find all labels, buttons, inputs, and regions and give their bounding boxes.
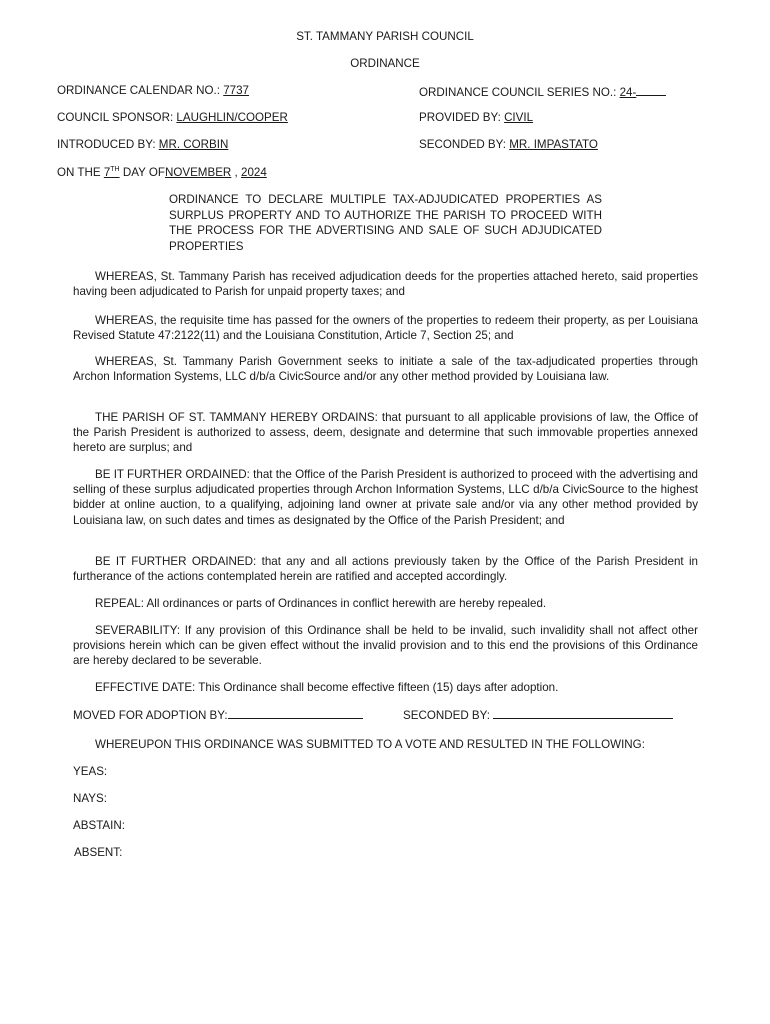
date-prefix: ON THE — [57, 166, 101, 179]
paragraph-text: BE IT FURTHER ORDAINED: that any and all actions previously taken by the Office of the Parish President in furtherance of the actions contemplated herein are ratified and accepted accordingly. — [73, 555, 698, 584]
paragraph-text: WHEREAS, St. Tammany Parish has received adjudication deeds for the properties attached hereto, said properties having been adjudicated to Parish for unpaid property taxes; and — [73, 270, 698, 299]
paragraph-text: BE IT FURTHER ORDAINED: that the Office of the Parish President is authorized to proceed with the advertising and selling of these surplus adjudicated properties through Archon Information Systems, LLC d/b/a CivicSource to the highest bidder at online auction, to a qualifying, adjoining land owner at private sale and/or via any other method provided by Louisiana law, on such dates and times as designated by the Office of the Parish President; and — [73, 468, 698, 527]
introduced-by-value: MR. CORBIN — [158, 138, 229, 151]
ordinance-title: ORDINANCE TO DECLARE MULTIPLE TAX-ADJUDICATED PROPERTIES AS SURPLUS PROPERTY AND TO AUTHORIZE THE PARISH TO PROCEED WITH THE PROCESS FOR THE ADVERTISING AND SALE OF SUCH ADJUDICATED PROPERTIES — [169, 193, 602, 253]
provided-by-label: PROVIDED BY: — [419, 111, 501, 124]
seconded-by-value: MR. IMPASTATO — [509, 138, 598, 151]
series-number-value — [620, 86, 667, 99]
day-number — [104, 166, 120, 179]
paragraph-whereas-sale — [73, 354, 698, 384]
paragraph-further-ordained-sale — [73, 467, 698, 528]
calendar-number-label: ORDINANCE CALENDAR NO.: — [57, 84, 220, 97]
seconded-by-label: SECONDED BY: — [419, 138, 506, 151]
year-value: 2024 — [241, 166, 267, 179]
nays-label: NAYS: — [73, 792, 107, 805]
introduced-by-label: INTRODUCED BY: — [57, 138, 156, 151]
introduced-by-row — [57, 138, 228, 151]
month-value: NOVEMBER — [164, 166, 232, 179]
paragraph-text: THE PARISH OF ST. TAMMANY HEREBY ORDAINS: that pursuant to all applicable provisions of law, the Office of the Parish President is authorized to assess, deem, designate and determine that such immovable properties annexed hereto are surplus; and — [73, 411, 698, 455]
seconded-by-row — [419, 138, 598, 151]
paragraph-ordains — [73, 410, 698, 456]
moved-for-adoption-row — [73, 707, 363, 722]
paragraph-effective-date — [73, 680, 698, 695]
paragraph-further-ordained-ratified — [73, 554, 698, 584]
moved-for-adoption-blank — [228, 707, 363, 719]
calendar-number-value: 7737 — [223, 84, 250, 97]
sponsor-row — [57, 111, 288, 124]
moved-for-adoption-label: MOVED FOR ADOPTION BY: — [73, 709, 228, 722]
adoption-seconded-label: SECONDED BY: — [403, 709, 490, 722]
date-line — [57, 166, 267, 179]
paragraph-severability — [73, 623, 698, 669]
day-number-text: 7 — [103, 166, 111, 179]
vote-statement: WHEREUPON THIS ORDINANCE WAS SUBMITTED TO A VOTE AND RESULTED IN THE FOLLOWING: — [95, 738, 645, 751]
year-separator: , — [234, 166, 238, 179]
series-number-text: 24- — [619, 86, 637, 99]
document-type-heading: ORDINANCE — [350, 57, 420, 70]
provided-by-value: CIVIL — [504, 111, 534, 124]
adoption-seconded-row — [403, 707, 673, 722]
day-of-text: DAY OF — [122, 166, 165, 179]
day-suffix: TH — [110, 166, 120, 174]
paragraph-text: EFFECTIVE DATE: This Ordinance shall become effective fifteen (15) days after adoption. — [95, 681, 559, 694]
paragraph-text: WHEREAS, St. Tammany Parish Government seeks to initiate a sale of the tax-adjudicated properties through Archon Information Systems, LLC d/b/a CivicSource and/or any other method provided by Louisiana law. — [73, 355, 698, 384]
sponsor-label: COUNCIL SPONSOR: — [57, 111, 174, 124]
paragraph-whereas-redeem — [73, 313, 698, 343]
series-number-blank — [636, 84, 666, 96]
series-number-row — [419, 84, 666, 99]
paragraph-text: REPEAL: All ordinances or parts of Ordinances in conflict herewith are hereby repealed. — [95, 597, 547, 610]
provided-by-row — [419, 111, 533, 124]
paragraph-repeal — [73, 596, 698, 611]
yeas-label: YEAS: — [73, 765, 108, 778]
paragraph-whereas-adjudication — [73, 269, 698, 299]
adoption-seconded-blank — [493, 707, 673, 719]
series-number-label: ORDINANCE COUNCIL SERIES NO.: — [419, 86, 617, 99]
calendar-number-row — [57, 84, 249, 97]
abstain-label: ABSTAIN: — [73, 819, 125, 832]
paragraph-text: WHEREAS, the requisite time has passed for the owners of the properties to redeem their property, as per Louisiana Revised Statute 47:2122(11) and the Louisiana Constitution, Article 7, Section 25; and — [73, 314, 698, 343]
council-heading: ST. TAMMANY PARISH COUNCIL — [296, 30, 474, 43]
absent-label: ABSENT: — [74, 846, 123, 859]
sponsor-value: LAUGHLIN/COOPER — [176, 111, 288, 124]
paragraph-text: SEVERABILITY: If any provision of this Ordinance shall be held to be invalid, such invalidity shall not affect other provisions herein which can be given effect without the invalid provision and to this end the provisions of this Ordinance are hereby declared to be severable. — [73, 624, 698, 668]
